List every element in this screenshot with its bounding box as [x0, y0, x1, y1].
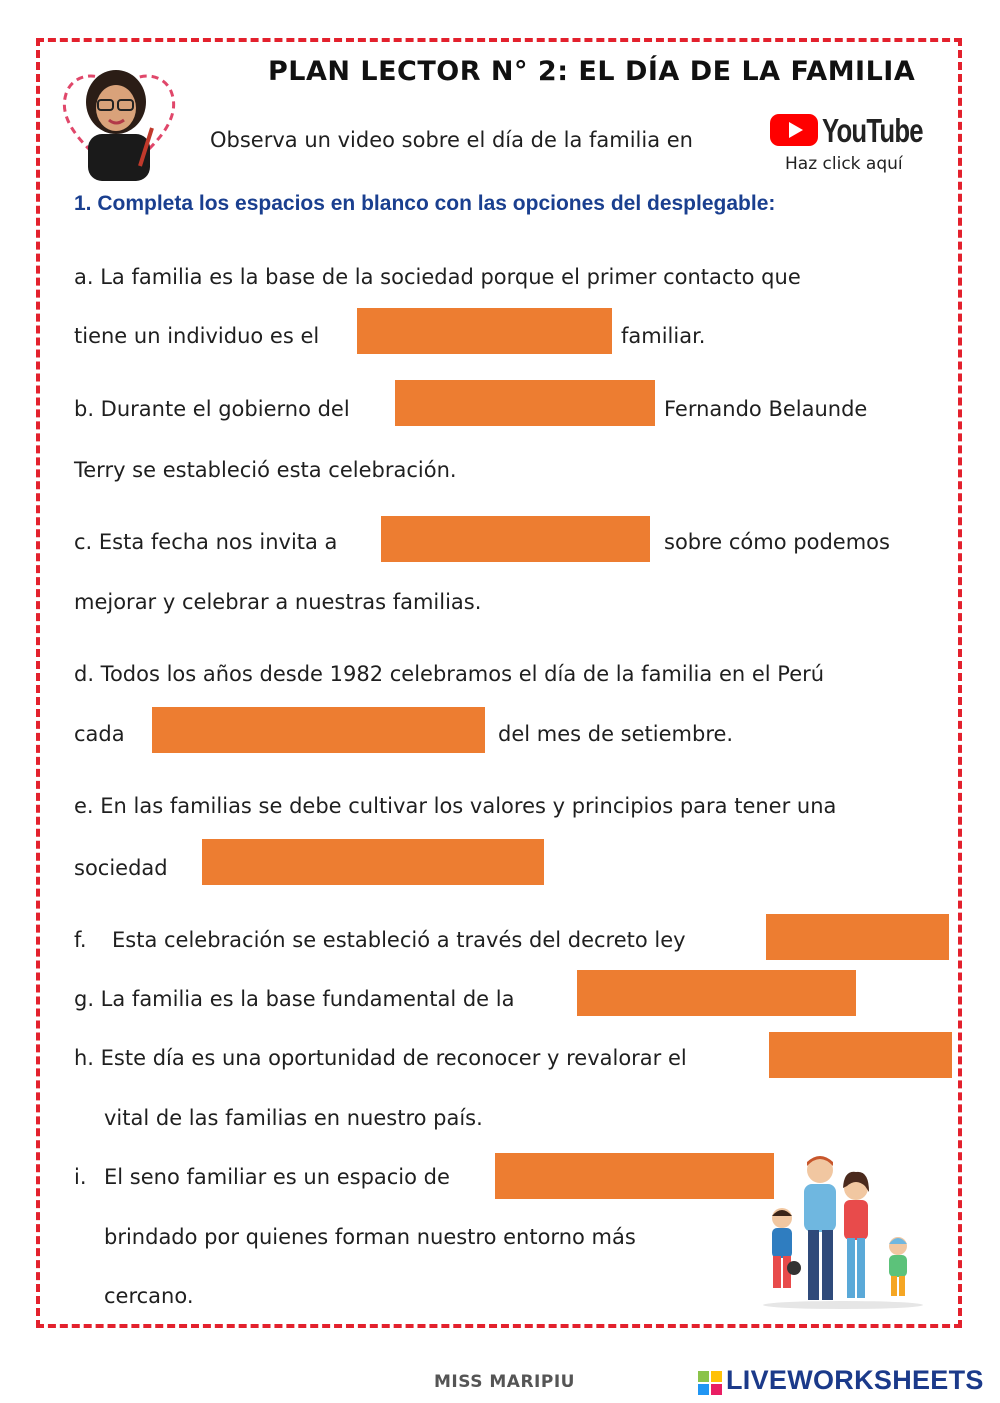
instruction-heading: 1. Completa los espacios en blanco con las opciones del desplegable: — [74, 192, 776, 215]
item-d-line1: d. Todos los años desde 1982 celebramos el día de la familia en el Perú — [74, 662, 825, 686]
author-credit: MISS MARIPIU — [434, 1372, 575, 1392]
youtube-link[interactable] — [770, 112, 930, 150]
item-f-text: Esta celebración se estableció a través del decreto ley — [112, 928, 686, 952]
blank-h-dropdown[interactable] — [769, 1032, 952, 1078]
liveworksheets-wordmark: LIVEWORKSHEETS — [726, 1365, 984, 1395]
video-instruction: Observa un video sobre el día de la familia en — [210, 128, 693, 152]
blank-c-dropdown[interactable] — [381, 516, 650, 562]
item-d-after: del mes de setiembre. — [498, 722, 734, 746]
blank-d-dropdown[interactable] — [152, 707, 485, 753]
item-e-before: sociedad — [74, 856, 168, 880]
item-b-text: b. Durante el gobierno del — [74, 397, 350, 421]
item-a-after: familiar. — [621, 324, 706, 348]
item-i-marker: i. — [74, 1165, 87, 1189]
item-h-line2: vital de las familias en nuestro país. — [104, 1106, 483, 1130]
item-d-before: cada — [74, 722, 125, 746]
item-i-line3: cercano. — [104, 1284, 194, 1308]
blank-i-dropdown[interactable] — [495, 1153, 774, 1199]
item-i-line2: brindado por quienes forman nuestro entorno más — [104, 1225, 636, 1249]
item-f-marker: f. — [74, 928, 87, 952]
family-illustration-icon — [758, 1150, 928, 1310]
item-c-line2: mejorar y celebrar a nuestras familias. — [74, 590, 482, 614]
item-c-text: c. Esta fecha nos invita a — [74, 530, 338, 554]
item-b-after: Fernando Belaunde — [664, 397, 868, 421]
page-title: PLAN LECTOR N° 2: EL DÍA DE LA FAMILIA — [268, 56, 916, 87]
liveworksheets-logo-icon — [698, 1371, 722, 1395]
blank-g-dropdown[interactable] — [577, 970, 856, 1016]
item-i-text: El seno familiar es un espacio de — [104, 1165, 450, 1189]
youtube-play-icon — [770, 112, 818, 148]
blank-e-dropdown[interactable] — [202, 839, 544, 885]
blank-f-dropdown[interactable] — [766, 914, 949, 960]
blank-b-dropdown[interactable] — [395, 380, 655, 426]
item-h-text: h. Este día es una oportunidad de reconocer y revalorar el — [74, 1046, 687, 1070]
item-g-text: g. La familia es la base fundamental de la — [74, 987, 515, 1011]
blank-a-dropdown[interactable] — [357, 308, 612, 354]
youtube-wordmark: YouTube — [822, 112, 923, 149]
teacher-avatar-icon — [54, 56, 184, 181]
item-a-line1: a. La familia es la base de la sociedad porque el primer contacto que — [74, 265, 801, 289]
item-a-line2: tiene un individuo es el — [74, 324, 320, 348]
item-e-line1: e. En las familias se debe cultivar los valores y principios para tener una — [74, 794, 837, 818]
item-c-after: sobre cómo podemos — [664, 530, 890, 554]
item-b-line2: Terry se estableció esta celebración. — [74, 458, 457, 482]
click-here-link[interactable]: Haz click aquí — [785, 154, 903, 174]
